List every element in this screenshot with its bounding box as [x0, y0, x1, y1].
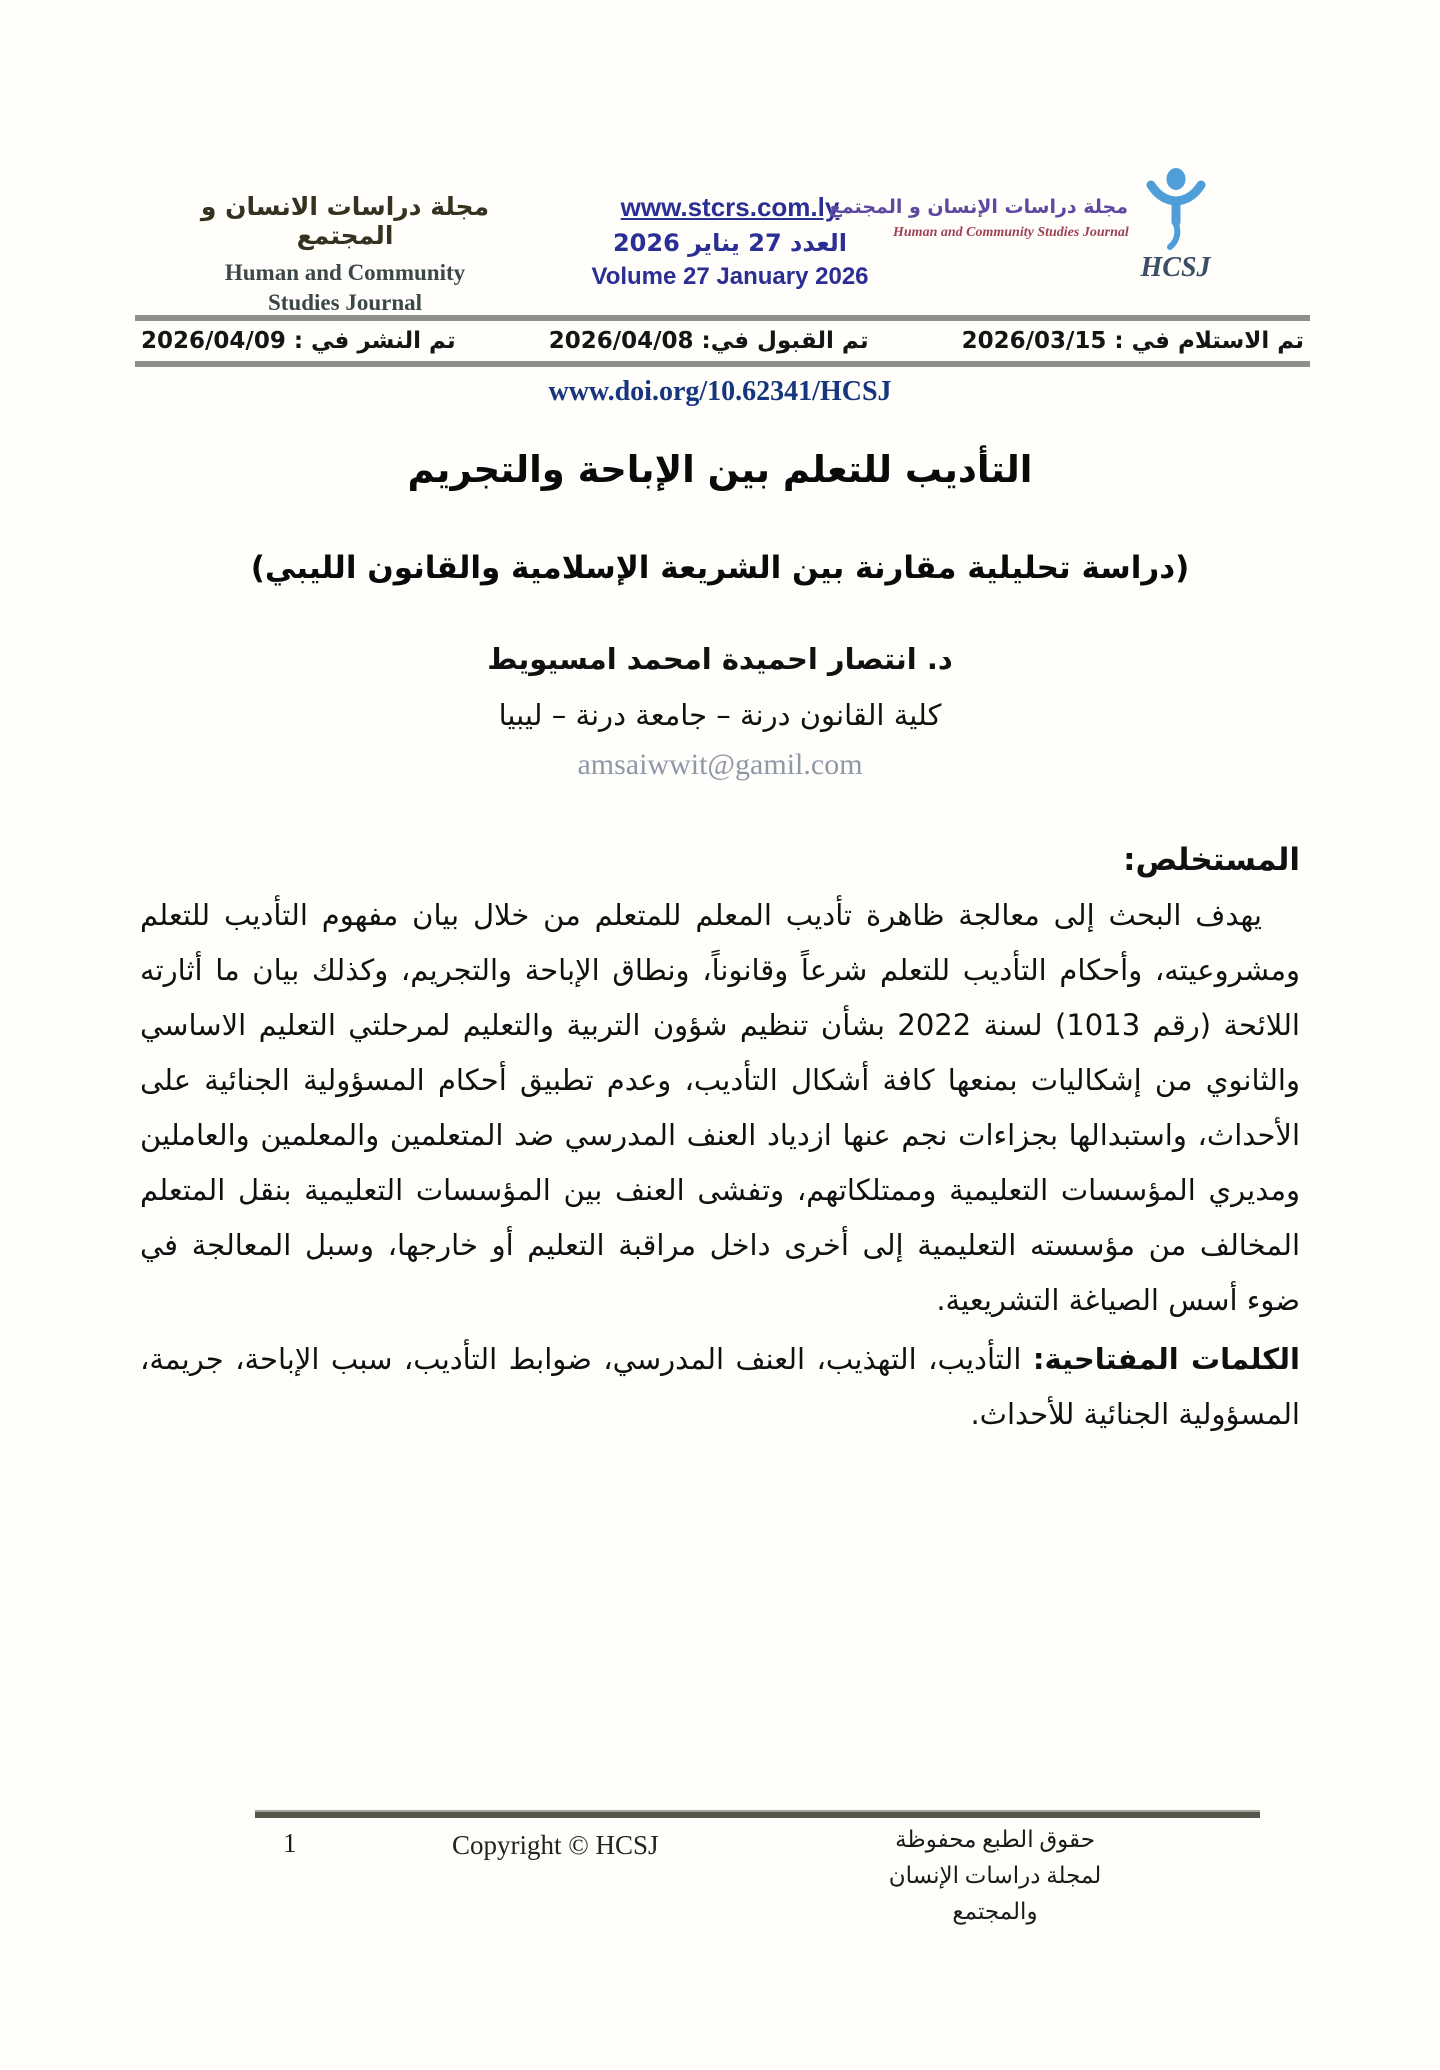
- issue-label-english: Volume 27 January 2026: [591, 263, 869, 290]
- keywords-paragraph: [140, 1332, 1300, 1442]
- author-email-link[interactable]: amsaiwwit@gamil.com: [577, 748, 863, 781]
- abstract-body: يهدف البحث إلى معالجة ظاهرة تأديب المعلم للمتعلم من خلال بيان مفهوم التأديب للتعلم ومشروعيته، وأحكام التأديب للتعلم شرعاً وقانوناً، ونطاق الإباحة والتجريم، وكذلك بيان ما أثارته اللائحة (رقم 1013) لسنة 2022 بشأن تنظيم شؤون التربية والتعليم لمرحلتي التعليم الاساسي والثانوي من إشكاليات بمنعها كافة أشكال التأديب، وعدم تطبيق أحكام المسؤولية الجنائية على الأحداث، واستبدالها بجزاءات نجم عنها ازدياد العنف المدرسي ضد المتعلمين والمعلمين والعاملين ومديري المؤسسات التعليمية وممتلكاتهم، وتفشى العنف بين المؤسسات التعليمية بنقل المتعلم المخالف من مؤسسته التعليمية إلى أخرى داخل مراقبة التعليم أو خارجها، وسبل المعالجة في ضوء أسس الصياغة التشريعية.: [140, 898, 1300, 1317]
- date-published: تم النشر في : 2026/04/09: [141, 328, 456, 354]
- journal-name-arabic-left: مجلة دراسات الانسان و المجتمع: [200, 192, 490, 250]
- rights-line2: لمجلة دراسات الإنسان والمجتمع: [888, 1863, 1102, 1924]
- journal-name-english-right: Human and Community Studies Journal: [893, 225, 1129, 240]
- journal-logo: [1128, 168, 1223, 284]
- date-accepted: تم القبول في: 2026/04/08: [548, 328, 869, 354]
- doi-link[interactable]: www.doi.org/10.62341/HCSJ: [548, 376, 892, 407]
- dates-bar: [135, 315, 1310, 367]
- author-affiliation: كلية القانون درنة – جامعة درنة – ليبيا: [498, 698, 942, 732]
- copyright-text: Copyright © HCSJ: [452, 1830, 659, 1860]
- journal-name-english-line2: Studies Journal: [267, 290, 422, 315]
- article-title: التأديب للتعلم بين الإباحة والتجريم: [407, 448, 1033, 491]
- journal-website-link[interactable]: www.stcrs.com.ly: [620, 192, 840, 222]
- keywords-text: التأديب، التهذيب، العنف المدرسي، ضوابط التأديب، سبب الإباحة، جريمة، المسؤولية الجنائية للأحداث.: [140, 1342, 1300, 1431]
- header-right-journal-block: [828, 196, 1129, 241]
- journal-name-arabic-right: مجلة دراسات الإنسان و المجتمع: [828, 196, 1128, 218]
- journal-name-english-line1: Human and Community: [224, 260, 466, 285]
- footer-divider: [255, 1810, 1260, 1818]
- rights-line1: حقوق الطبع محفوظة: [895, 1827, 1095, 1852]
- abstract-heading: المستخلص:: [1123, 842, 1300, 878]
- issue-label-arabic: العدد 27 يناير 2026: [612, 229, 847, 257]
- author-name: د. انتصار احميدة امحمد امسيويط: [487, 642, 953, 676]
- keywords-label: الكلمات المفتاحية:: [1032, 1342, 1300, 1376]
- person-figure-icon: [1145, 168, 1207, 250]
- article-subtitle: (دراسة تحليلية مقارنة بين الشريعة الإسلامية والقانون الليبي): [250, 550, 1190, 586]
- logo-acronym: HCSJ: [1140, 252, 1211, 283]
- journal-name-english-left: [160, 258, 530, 318]
- header-left-journal-block: [160, 192, 530, 318]
- rights-reserved-block: [845, 1822, 1145, 1930]
- date-received: تم الاستلام في : 2026/03/15: [961, 328, 1304, 354]
- page-number: 1: [283, 1828, 297, 1858]
